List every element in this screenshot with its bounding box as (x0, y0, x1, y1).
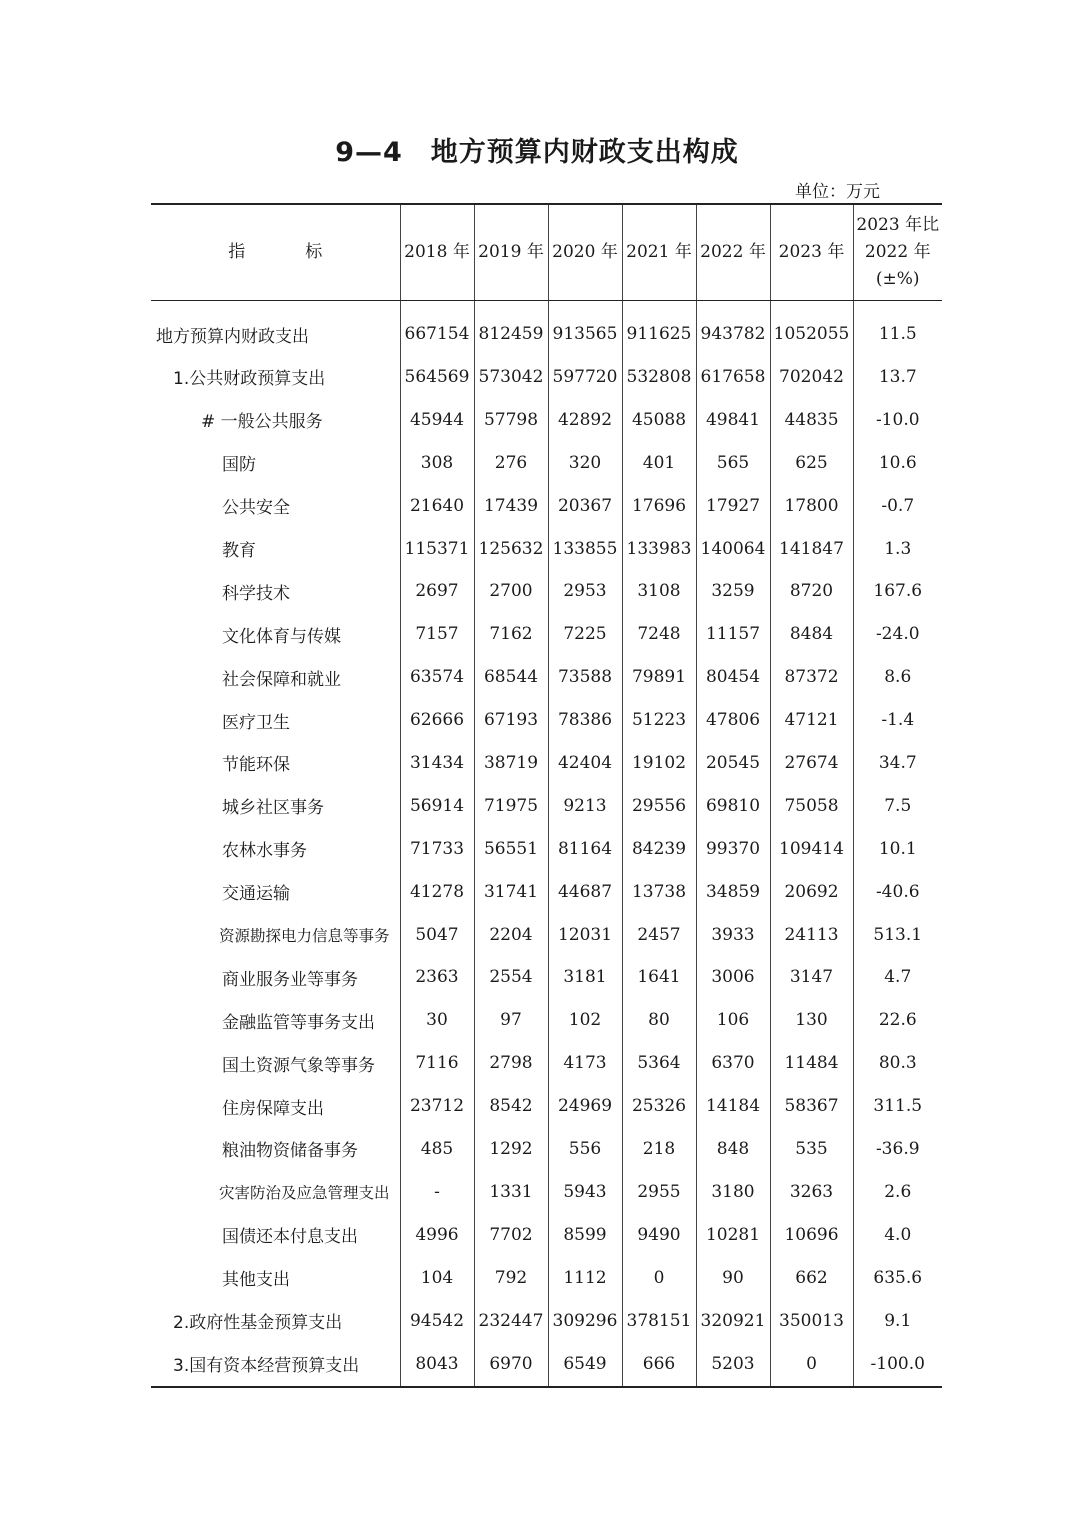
table-row (151, 1256, 942, 1299)
header-change (853, 204, 942, 300)
value-cell: 63574 (400, 656, 474, 699)
header-change-line2: 2022 年 (864, 241, 931, 262)
value-cell: 104 (400, 1256, 474, 1299)
value-cell: 90 (696, 1256, 770, 1299)
change-cell: 7.5 (853, 784, 942, 827)
table-row (151, 656, 942, 699)
value-cell: 532808 (622, 356, 696, 399)
table-row (151, 1213, 942, 1256)
value-cell: 25326 (622, 1085, 696, 1128)
value-cell: 7225 (548, 613, 622, 656)
value-cell: 8542 (474, 1085, 548, 1128)
value-cell: 56551 (474, 827, 548, 870)
value-cell: 320921 (696, 1299, 770, 1342)
value-cell: 7702 (474, 1213, 548, 1256)
change-cell: -0.7 (853, 484, 942, 527)
value-cell: 2955 (622, 1170, 696, 1213)
value-cell: 792 (474, 1256, 548, 1299)
row-label: 公共安全 (222, 498, 290, 519)
value-cell: 9213 (548, 784, 622, 827)
value-cell: 14184 (696, 1085, 770, 1128)
change-cell: 80.3 (853, 1042, 942, 1085)
value-cell: 17696 (622, 484, 696, 527)
value-cell: 106 (696, 999, 770, 1042)
value-cell: 12031 (548, 913, 622, 956)
value-cell: 109414 (770, 827, 853, 870)
value-cell: 617658 (696, 356, 770, 399)
value-cell: 3180 (696, 1170, 770, 1213)
header-year: 2018 年 (400, 204, 474, 300)
row-label: 社会保障和就业 (222, 669, 341, 690)
value-cell: 5364 (622, 1042, 696, 1085)
row-label: 1.公共财政预算支出 (173, 369, 326, 390)
value-cell: 80 (622, 999, 696, 1042)
value-cell: 47806 (696, 699, 770, 742)
row-label: 住房保障支出 (222, 1098, 324, 1119)
value-cell: 75058 (770, 784, 853, 827)
value-cell: 19102 (622, 742, 696, 785)
value-cell: 5203 (696, 1342, 770, 1387)
value-cell: 17439 (474, 484, 548, 527)
value-cell: 1112 (548, 1256, 622, 1299)
value-cell: 94542 (400, 1299, 474, 1342)
value-cell: 7162 (474, 613, 548, 656)
row-label: 交通运输 (222, 884, 290, 905)
value-cell: 1292 (474, 1128, 548, 1171)
table-row (151, 1170, 942, 1213)
value-cell: 69810 (696, 784, 770, 827)
header-indicator: 指标 (151, 204, 400, 300)
value-cell: 1052055 (770, 300, 853, 356)
header-year: 2022 年 (696, 204, 770, 300)
change-cell: -36.9 (853, 1128, 942, 1171)
value-cell: 2554 (474, 956, 548, 999)
row-label: 资源勘探电力信息等事务 (219, 926, 390, 945)
value-cell: 49841 (696, 398, 770, 441)
value-cell: 4996 (400, 1213, 474, 1256)
change-cell: -10.0 (853, 398, 942, 441)
value-cell: 5047 (400, 913, 474, 956)
value-cell: 7116 (400, 1042, 474, 1085)
value-cell: 27674 (770, 742, 853, 785)
change-cell: 4.7 (853, 956, 942, 999)
row-label: 国土资源气象等事务 (222, 1055, 375, 1076)
page-title (0, 130, 1074, 169)
table-row (151, 1128, 942, 1171)
value-cell: 350013 (770, 1299, 853, 1342)
value-cell: 0 (770, 1342, 853, 1387)
value-cell: 57798 (474, 398, 548, 441)
value-cell: 67193 (474, 699, 548, 742)
change-cell: 10.1 (853, 827, 942, 870)
value-cell: 812459 (474, 300, 548, 356)
change-cell: 513.1 (853, 913, 942, 956)
table-row (151, 441, 942, 484)
value-cell: 56914 (400, 784, 474, 827)
value-cell: 2457 (622, 913, 696, 956)
value-cell: 911625 (622, 300, 696, 356)
change-cell: 1.3 (853, 527, 942, 570)
value-cell: 102 (548, 999, 622, 1042)
value-cell: 42404 (548, 742, 622, 785)
value-cell: 378151 (622, 1299, 696, 1342)
table-row (151, 699, 942, 742)
value-cell: 6370 (696, 1042, 770, 1085)
value-cell: 848 (696, 1128, 770, 1171)
value-cell: 565 (696, 441, 770, 484)
value-cell: 125632 (474, 527, 548, 570)
value-cell: 21640 (400, 484, 474, 527)
table-number: 9—4 (335, 137, 403, 168)
value-cell: 8484 (770, 613, 853, 656)
change-cell: -100.0 (853, 1342, 942, 1387)
change-cell: 2.6 (853, 1170, 942, 1213)
table-row (151, 527, 942, 570)
header-year: 2021 年 (622, 204, 696, 300)
change-cell: 11.5 (853, 300, 942, 356)
value-cell: 99370 (696, 827, 770, 870)
table-row (151, 613, 942, 656)
table-row (151, 300, 942, 356)
value-cell: 309296 (548, 1299, 622, 1342)
value-cell: 115371 (400, 527, 474, 570)
table-row (151, 570, 942, 613)
value-cell: 17927 (696, 484, 770, 527)
row-label: 城乡社区事务 (222, 798, 324, 819)
value-cell: 97 (474, 999, 548, 1042)
table-row (151, 356, 942, 399)
header-year: 2023 年 (770, 204, 853, 300)
row-label: 2.政府性基金预算支出 (173, 1313, 343, 1334)
row-label: 3.国有资本经营预算支出 (151, 1342, 400, 1387)
value-cell: 2697 (400, 570, 474, 613)
value-cell: 44835 (770, 398, 853, 441)
value-cell: 2700 (474, 570, 548, 613)
row-label: 教育 (222, 541, 256, 561)
value-cell: 24969 (548, 1085, 622, 1128)
value-cell: 20367 (548, 484, 622, 527)
value-cell: 23712 (400, 1085, 474, 1128)
value-cell: 1641 (622, 956, 696, 999)
row-label: 地方预算内财政支出 (156, 326, 309, 347)
value-cell: 68544 (474, 656, 548, 699)
change-cell: -40.6 (853, 870, 942, 913)
value-cell: 573042 (474, 356, 548, 399)
table-row (151, 956, 942, 999)
value-cell: 6970 (474, 1342, 548, 1387)
value-cell: 3263 (770, 1170, 853, 1213)
value-cell: 41278 (400, 870, 474, 913)
value-cell: 17800 (770, 484, 853, 527)
value-cell: 625 (770, 441, 853, 484)
value-cell: 3181 (548, 956, 622, 999)
value-cell: 232447 (474, 1299, 548, 1342)
row-label: 国防 (222, 455, 256, 476)
row-label: 文化体育与传媒 (222, 626, 341, 647)
value-cell: 47121 (770, 699, 853, 742)
value-cell: 564569 (400, 356, 474, 399)
value-cell: 24113 (770, 913, 853, 956)
value-cell: 0 (622, 1256, 696, 1299)
table-header (151, 204, 942, 300)
value-cell: 218 (622, 1128, 696, 1171)
value-cell: 485 (400, 1128, 474, 1171)
table-row (151, 870, 942, 913)
value-cell: 11484 (770, 1042, 853, 1085)
change-cell: 13.7 (853, 356, 942, 399)
header-year: 2019 年 (474, 204, 548, 300)
table-row (151, 1299, 942, 1342)
value-cell: 29556 (622, 784, 696, 827)
table-row (151, 913, 942, 956)
value-cell: 30 (400, 999, 474, 1042)
value-cell: 401 (622, 441, 696, 484)
value-cell: 78386 (548, 699, 622, 742)
value-cell: 535 (770, 1128, 853, 1171)
table-row (151, 1042, 942, 1085)
table-body (151, 300, 942, 1387)
change-cell: 9.1 (853, 1299, 942, 1342)
value-cell: 666 (622, 1342, 696, 1387)
value-cell: 31741 (474, 870, 548, 913)
value-cell: 7157 (400, 613, 474, 656)
row-label: 节能环保 (222, 755, 290, 776)
value-cell: 31434 (400, 742, 474, 785)
value-cell: 10696 (770, 1213, 853, 1256)
value-cell: 3108 (622, 570, 696, 613)
value-cell: 84239 (622, 827, 696, 870)
row-label: # 一般公共服务 (201, 412, 323, 433)
value-cell: 38719 (474, 742, 548, 785)
change-cell: 167.6 (853, 570, 942, 613)
change-cell: 34.7 (853, 742, 942, 785)
value-cell: 2953 (548, 570, 622, 613)
value-cell: 5943 (548, 1170, 622, 1213)
value-cell: 81164 (548, 827, 622, 870)
value-cell: 320 (548, 441, 622, 484)
table-row (151, 484, 942, 527)
value-cell: 702042 (770, 356, 853, 399)
value-cell: 3259 (696, 570, 770, 613)
row-label: 国债还本付息支出 (222, 1227, 358, 1248)
change-cell: -1.4 (853, 699, 942, 742)
change-cell: 8.6 (853, 656, 942, 699)
table-row (151, 1342, 942, 1387)
change-cell: 635.6 (853, 1256, 942, 1299)
row-label: 金融监管等事务支出 (222, 1012, 375, 1033)
change-cell: 22.6 (853, 999, 942, 1042)
value-cell: 9490 (622, 1213, 696, 1256)
value-cell: 10281 (696, 1213, 770, 1256)
row-label: 医疗卫生 (222, 712, 290, 733)
value-cell: 44687 (548, 870, 622, 913)
value-cell: 11157 (696, 613, 770, 656)
value-cell: 2363 (400, 956, 474, 999)
value-cell: 140064 (696, 527, 770, 570)
table-row (151, 742, 942, 785)
unit-label: 单位：万元 (795, 182, 880, 202)
change-cell: -24.0 (853, 613, 942, 656)
value-cell: 133855 (548, 527, 622, 570)
change-cell: 4.0 (853, 1213, 942, 1256)
table-row (151, 784, 942, 827)
value-cell: 276 (474, 441, 548, 484)
value-cell: 667154 (400, 300, 474, 356)
value-cell: 62666 (400, 699, 474, 742)
row-label: 科学技术 (222, 583, 290, 604)
value-cell: 20692 (770, 870, 853, 913)
value-cell: 87372 (770, 656, 853, 699)
table-row (151, 827, 942, 870)
value-cell: 34859 (696, 870, 770, 913)
change-cell: 10.6 (853, 441, 942, 484)
value-cell: 3933 (696, 913, 770, 956)
table-title: 地方预算内财政支出构成 (430, 137, 739, 168)
table-row (151, 398, 942, 441)
value-cell: 308 (400, 441, 474, 484)
value-cell: 3006 (696, 956, 770, 999)
value-cell: 73588 (548, 656, 622, 699)
value-cell: 7248 (622, 613, 696, 656)
value-cell: 20545 (696, 742, 770, 785)
value-cell: 943782 (696, 300, 770, 356)
value-cell: 141847 (770, 527, 853, 570)
table-row (151, 1085, 942, 1128)
value-cell: 8720 (770, 570, 853, 613)
value-cell: 71733 (400, 827, 474, 870)
value-cell: 662 (770, 1256, 853, 1299)
header-change-line3: (±%) (875, 268, 920, 289)
value-cell: 133983 (622, 527, 696, 570)
value-cell: 2798 (474, 1042, 548, 1085)
row-label: 农林水事务 (222, 841, 307, 862)
value-cell: 6549 (548, 1342, 622, 1387)
value-cell: 79891 (622, 656, 696, 699)
value-cell: 2204 (474, 913, 548, 956)
value-cell: 45944 (400, 398, 474, 441)
value-cell: 45088 (622, 398, 696, 441)
value-cell: 3147 (770, 956, 853, 999)
table-row (151, 999, 942, 1042)
value-cell: - (400, 1170, 474, 1213)
value-cell: 130 (770, 999, 853, 1042)
row-label: 灾害防治及应急管理支出 (219, 1183, 390, 1202)
row-label: 其他支出 (222, 1270, 290, 1291)
value-cell: 71975 (474, 784, 548, 827)
row-label: 商业服务业等事务 (222, 969, 358, 990)
value-cell: 8043 (400, 1342, 474, 1387)
change-cell: 311.5 (853, 1085, 942, 1128)
value-cell: 58367 (770, 1085, 853, 1128)
row-label: 粮油物资储备事务 (222, 1141, 358, 1162)
value-cell: 4173 (548, 1042, 622, 1085)
value-cell: 597720 (548, 356, 622, 399)
value-cell: 80454 (696, 656, 770, 699)
value-cell: 42892 (548, 398, 622, 441)
value-cell: 556 (548, 1128, 622, 1171)
expenditure-table (151, 203, 942, 1388)
value-cell: 8599 (548, 1213, 622, 1256)
value-cell: 13738 (622, 870, 696, 913)
value-cell: 913565 (548, 300, 622, 356)
header-change-line1: 2023 年比 (856, 214, 940, 235)
value-cell: 51223 (622, 699, 696, 742)
header-year: 2020 年 (548, 204, 622, 300)
value-cell: 1331 (474, 1170, 548, 1213)
